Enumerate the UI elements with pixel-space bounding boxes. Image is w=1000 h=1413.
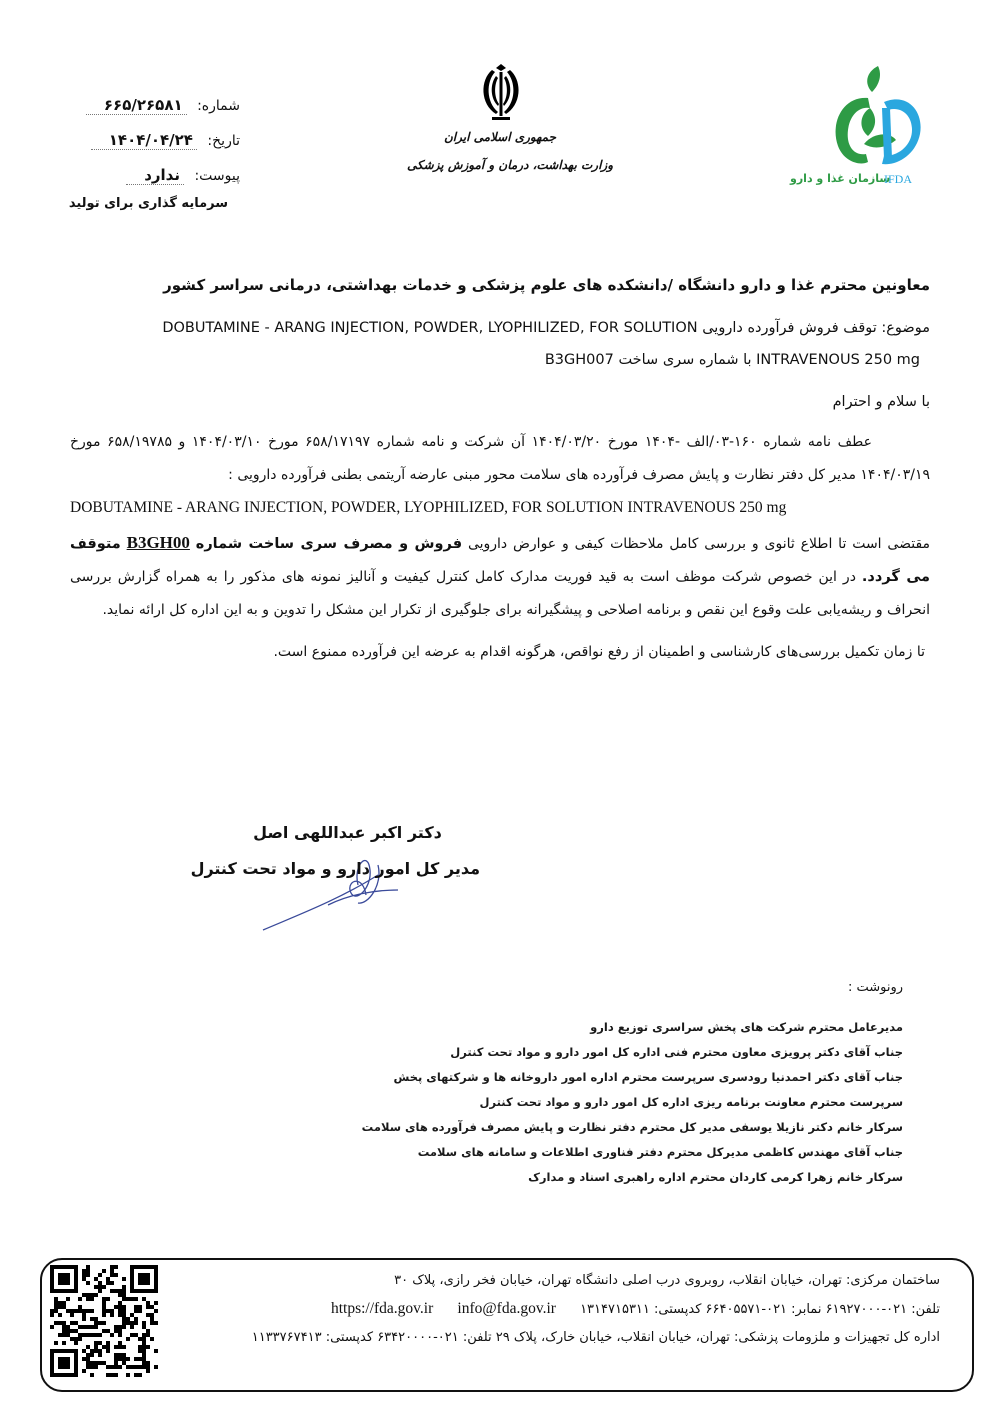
letter-attachment-label: پیوست: — [194, 168, 240, 184]
subject-drug-name: DOBUTAMINE - ARANG INJECTION, POWDER, LYOPHILIZED, FOR SOLUTION — [162, 320, 698, 336]
letter-attachment — [126, 166, 240, 184]
drug-full-name: DOBUTAMINE - ARANG INJECTION, POWDER, LYOPHILIZED, FOR SOLUTION INTRAVENOUS 250 mg — [70, 499, 787, 516]
footer-address: ساختمان مرکزی: تهران، خیابان انقلاب، روبروی درب اصلی دانشگاه تهران، خیابان فخر رازی، پلاک ۳۰ — [394, 1273, 940, 1288]
paragraph-prohibition: تا زمان تکمیل بررسی‌های کارشناسی و اطمینان از رفع نواقص، هرگونه اقدام به عرضه این فرآورده ممنوع است. — [273, 644, 925, 660]
iran-emblem-icon — [478, 62, 524, 124]
cc-item: جناب آقای دکتر پرویزی معاون محترم فنی اداره کل امور دارو و مواد تحت کنترل — [450, 1045, 903, 1059]
cc-item: جناب آقای مهندس کاظمی مدیرکل محترم دفتر فناوری اطلاعات و سامانه های سلامت — [417, 1145, 903, 1159]
qr-code-icon[interactable] — [50, 1265, 158, 1377]
paragraph-reference: عطف نامه شماره ۱۶۰-۰۳/الف -۱۴۰۴ مورخ ۱۴۰۴/۰۳/۲۰ آن شرکت و نامه شماره ۶۵۸/۱۷۱۹۷ مورخ ۱۴۰۴/۰۳/۱۰ و ۶۵۸/۱۹۷۸۵ مورخ ۱۴۰۴/۰۳/۱۹ مدیر کل دفتر نظارت و پایش مصرف فرآورده های سلامت محور مبنی عارضه آریتمی بطنی فرآورده دارویی : — [70, 434, 930, 483]
subject-line-1 — [70, 316, 930, 340]
footer-contact — [331, 1298, 940, 1321]
subject-batch-number: B3GH007 — [544, 352, 614, 368]
letter-date-label: تاریخ: — [207, 133, 240, 149]
order-intro: مقتضی است تا اطلاع ثانوی و بررسی کامل ملاحظات کیفی و عوارض دارویی — [467, 536, 931, 552]
ifda-name-fa: سازمان غذا و دارو — [790, 172, 891, 185]
order-bold-2: متوقف می گردد. — [70, 536, 930, 585]
cc-list — [362, 1016, 903, 1191]
footer-phone-fax-postal: تلفن: ۰۲۱-۶۱۹۲۷۰۰۰ نمابر: ۰۲۱-۶۶۴۰۵۵۷۱ کدپستی: ۱۳۱۴۷۱۵۳۱۱ — [580, 1302, 940, 1317]
cc-item: جناب آقای دکتر احمدنیا رودسری سرپرست محترم اداره امور داروخانه ها و شرکتهای پخش — [393, 1070, 903, 1084]
ifda-logo-icon — [820, 62, 930, 172]
letter-date-value: ۱۴۰۴/۰۴/۲۴ — [91, 131, 197, 150]
ifda-name-en: IFDA — [884, 172, 913, 186]
subject-drug-dose: INTRAVENOUS 250 mg — [756, 352, 920, 368]
footer-equipment-office: اداره کل تجهیزات و ملزومات پزشکی: تهران، خیابان انقلاب، خیابان خارک، پلاک ۲۹ تلفن: ۰۲۱-۶۳۴۲۰۰۰۰ کدپستی: ۱۱۳۳۷۶۷۴۱۳ — [251, 1330, 940, 1345]
paragraph-order — [70, 526, 930, 627]
ministry-name: وزارت بهداشت، درمان و آموزش پزشکی — [407, 158, 613, 172]
letter-body — [70, 272, 930, 665]
signatory-title: مدیر کل امور دارو و مواد تحت کنترل — [190, 859, 480, 878]
subject-batch-label: با شماره سری ساخت — [618, 352, 752, 368]
letter-date — [91, 131, 240, 149]
letter-number-value: ۶۶۵/۲۶۵۸۱ — [86, 96, 187, 115]
cc-item: سرکار خانم دکتر نازیلا یوسفی مدیر کل محترم دفتر نظارت و پایش مصرف فرآورده های سلامت — [361, 1120, 903, 1134]
footer-website-link[interactable]: https://fda.gov.ir — [330, 1300, 434, 1317]
footer-email-link[interactable]: info@fda.gov.ir — [457, 1300, 556, 1317]
slogan: سرمایه گذاری برای تولید — [68, 196, 228, 211]
government-name: جمهوری اسلامی ایران — [443, 130, 557, 144]
cc-item: سرکار خانم زهرا کرمی کاردان محترم اداره راهبری اسناد و مدارک — [528, 1170, 903, 1184]
cc-item: مدیرعامل محترم شرکت های پخش سراسری توزیع دارو — [590, 1020, 903, 1034]
subject-line-2 — [70, 348, 930, 372]
cc-title: رونوشت : — [847, 980, 903, 995]
cc-item: سرپرست محترم معاونت برنامه ریزی اداره کل امور دارو و مواد تحت کنترل — [479, 1095, 903, 1109]
signatory-name: دکتر اکبر عبداللهی اصل — [253, 823, 442, 842]
recipient-line: معاونین محترم غذا و دارو دانشگاه /دانشکده های علوم پزشکی و خدمات بهداشتی، درمانی سراسر کشور — [163, 276, 930, 294]
order-details: در این خصوص شرکت موظف است به قید فوریت مدارک کامل کنترل کیفیت و آنالیز نمونه های مذکور را به همراه گزارش بررسی انحراف و ریشه‌یابی علت وقوع این نقص و برنامه اصلاحی و پیشگیرانه برای جلوگیری از تکرار این مشکل را تدوین و به این اداره کل ارائه نماید. — [70, 569, 930, 618]
subject-text: توقف فروش فرآورده دارویی — [702, 320, 877, 336]
subject-label: موضوع: — [881, 320, 930, 336]
letter-attachment-value: ندارد — [126, 166, 184, 185]
letter-number — [86, 96, 240, 114]
letter-number-label: شماره: — [197, 98, 240, 114]
order-bold-1: فروش و مصرف سری ساخت شماره — [195, 536, 463, 552]
order-batch-number: B3GH00 — [126, 533, 190, 552]
greeting: با سلام و احترام — [832, 394, 930, 410]
